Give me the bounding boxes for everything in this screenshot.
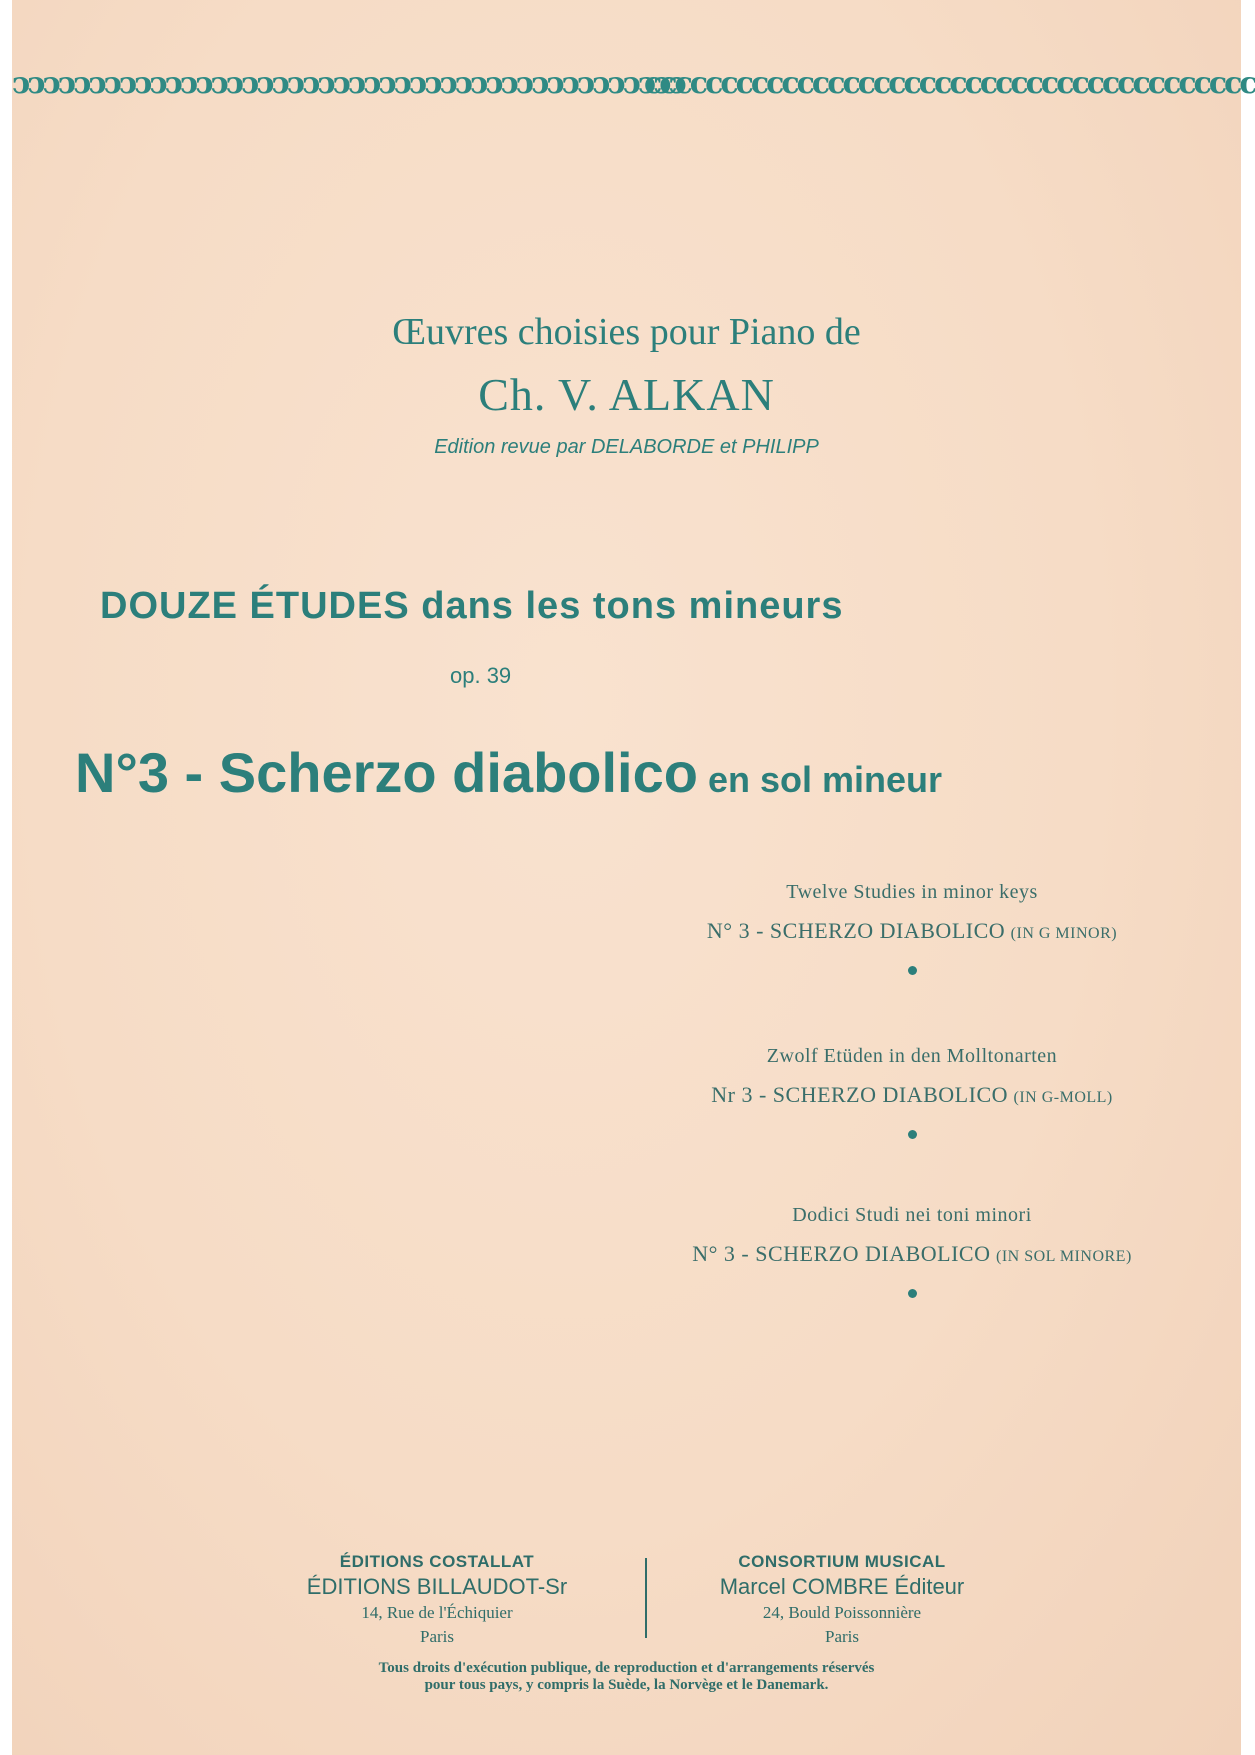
translation-subtitle: [592, 1242, 1232, 1269]
publisher-address: 24, Bould Poissonnière: [762, 1603, 922, 1622]
decorative-border-left: ↄↄↄↄↄↄↄↄↄↄↄↄↄↄↄↄↄↄↄↄↄↄↄↄↄↄↄↄↄↄↄↄↄↄↄↄↄↄↄↄↄↄↄↄ: [12, 66, 684, 101]
sheet-music-cover: [12, 0, 1255, 1755]
translation-italian: [592, 1203, 1232, 1298]
publisher-name-secondary: ÉDITIONS BILLAUDOT-Sr: [306, 1574, 568, 1599]
bullet-dot: [908, 1289, 917, 1298]
translation-german: [592, 1044, 1232, 1139]
translation-subtitle: [592, 919, 1232, 946]
piece-title: [75, 740, 942, 805]
translation-key: (IN G-MOLL): [1013, 1089, 1113, 1106]
rights-notice: [12, 1660, 1241, 1694]
translation-english: [592, 880, 1232, 975]
publisher-divider: [645, 1558, 647, 1638]
publisher-address: 14, Rue de l'Échiquier: [361, 1603, 513, 1622]
publisher-name: ÉDITIONS COSTALLAT: [339, 1552, 535, 1571]
translation-title: Dodici Studi nei toni minori: [792, 1204, 1032, 1226]
translation-subtitle: [592, 1083, 1232, 1110]
rights-line: pour tous pays, y compris la Suède, la Norvège et le Danemark.: [424, 1677, 829, 1693]
publisher-name-secondary: Marcel COMBRE Éditeur: [719, 1574, 965, 1599]
translation-number: N° 3 - SCHERZO DIABOLICO: [706, 918, 1006, 943]
publisher-right: [657, 1552, 1027, 1647]
composer-name: Ch. V. ALKAN: [478, 369, 775, 420]
translation-key: (IN G MINOR): [1010, 925, 1118, 942]
bullet-dot: [908, 966, 917, 975]
translation-title: Zwolf Etüden in den Molltonarten: [766, 1045, 1058, 1067]
translation-number: Nr 3 - SCHERZO DIABOLICO: [711, 1082, 1008, 1107]
decorative-border-right: cccccccccccccccccccccccccccccccccccccccc: [644, 66, 1255, 101]
rights-line: Tous droits d'exécution publique, de reproduction et d'arrangements réservés: [378, 1660, 875, 1676]
publisher-name: CONSORTIUM MUSICAL: [738, 1552, 946, 1571]
publisher-city: Paris: [825, 1627, 859, 1646]
translation-key: (IN SOL MINORE): [995, 1248, 1132, 1265]
bullet-dot: [908, 1130, 917, 1139]
publisher-left: [252, 1552, 622, 1647]
edition-note: Edition revue par DELABORDE et PHILIPP: [434, 436, 819, 458]
piece-key: en sol mineur: [707, 759, 943, 800]
translation-number: N° 3 - SCHERZO DIABOLICO: [692, 1241, 991, 1266]
opus-number: op. 39: [450, 663, 512, 688]
work-title: DOUZE ÉTUDES dans les tons mineurs: [100, 585, 844, 627]
translation-title: Twelve Studies in minor keys: [786, 881, 1038, 903]
publisher-city: Paris: [420, 1627, 454, 1646]
piece-number-title: N°3 - Scherzo diabolico: [75, 741, 698, 804]
collection-title: Œuvres choisies pour Piano de: [392, 311, 861, 353]
